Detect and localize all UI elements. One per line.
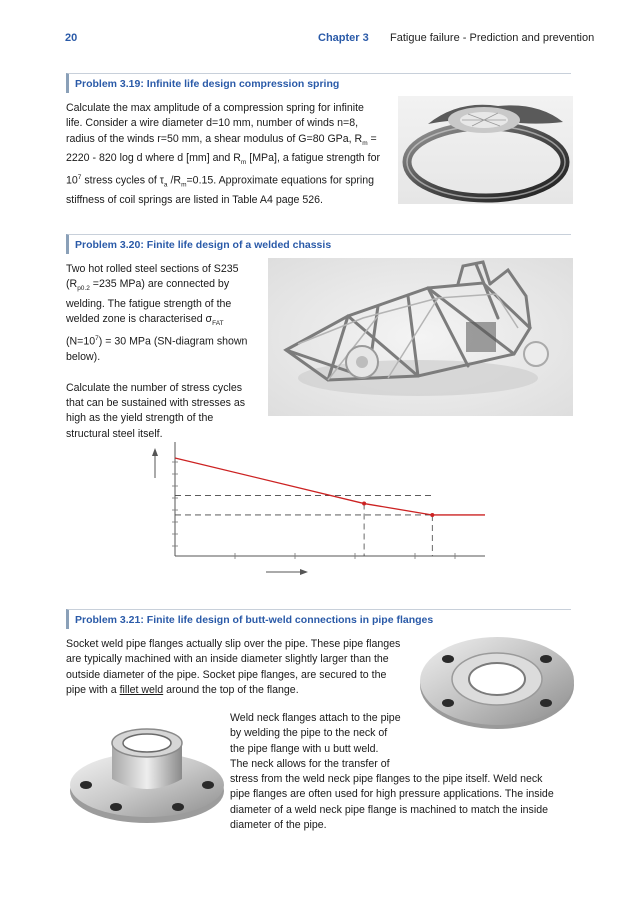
spring-fracture-photo bbox=[398, 96, 573, 204]
problem-3-21-heading-bar bbox=[66, 609, 571, 629]
text-line: pipe flanges are often used for high pressure applications. The inside bbox=[230, 788, 554, 801]
text-line: the pipe flange with u butt weld. bbox=[230, 742, 379, 755]
text-line: below). bbox=[66, 351, 101, 364]
text-line: Calculate the max amplitude of a compression spring for infinite bbox=[66, 102, 364, 114]
text-line: radius of the winds r=50 mm, a shear modulus of G=80 GPa, $R_m$ = bbox=[66, 132, 377, 147]
text-line: $(N=10^7) = 30$ MPa (SN-diagram shown bbox=[66, 335, 248, 348]
page-number: 20 bbox=[65, 32, 78, 44]
problem-3-21-heading: Problem 3.21: Finite life design of butt-weld connections in pipe flanges bbox=[75, 614, 434, 626]
text-line: high as the yield strength of the bbox=[66, 412, 214, 425]
text-line: by welding the pipe to the neck of bbox=[230, 727, 388, 740]
text-line: structural steel itself. bbox=[66, 427, 163, 440]
sn-knee-point bbox=[362, 502, 366, 506]
sn-knee-point bbox=[430, 513, 434, 517]
problem-3-20-heading-bar bbox=[66, 234, 571, 254]
text-line: welded zone is characterised $\sigma_{FAT}$ bbox=[66, 313, 224, 328]
fillet-weld-link[interactable]: fillet weld bbox=[119, 683, 164, 696]
sn-diagram bbox=[150, 438, 495, 576]
chapter-label: Chapter 3 bbox=[318, 32, 369, 44]
text-line: welding. The fatigue strength of the bbox=[66, 297, 232, 310]
text-line: are typically machined with an inside diameter slightly larger than the bbox=[66, 653, 389, 666]
text-line: diameter of the pipe. bbox=[230, 819, 327, 832]
slip-on-flange-photo bbox=[418, 629, 576, 733]
problem-3-20-heading: Problem 3.20: Finite life design of a welded chassis bbox=[75, 239, 332, 251]
text-line: ($R_{p0.2} =235$ MPa) are connected by bbox=[66, 278, 230, 293]
problem-3-19-text bbox=[66, 101, 396, 209]
problem-3-20-text bbox=[66, 262, 266, 442]
running-title: Fatigue failure - Prediction and prevention bbox=[390, 32, 595, 44]
text-line bbox=[66, 366, 266, 381]
problem-3-19-heading-bar bbox=[66, 73, 571, 93]
welded-chassis-render bbox=[268, 258, 573, 416]
text-line: The neck allows for the transfer of bbox=[230, 757, 390, 770]
text-line: stiffness of coil springs are listed in Table A4 page 526. bbox=[66, 194, 323, 207]
text-line: pipe with a fillet weld around the top of the flange. bbox=[66, 683, 299, 696]
problem-3-21-text-a bbox=[66, 637, 416, 698]
text-line: diameter of a weld neck pipe flange is machined to match the inside bbox=[230, 803, 548, 816]
text-line: outside diameter of the pipe. Socket pipe flanges, are secured to the bbox=[66, 668, 387, 681]
text-line: Two hot rolled steel sections of S235 bbox=[66, 263, 239, 275]
problem-3-19-heading: Problem 3.19: Infinite life design compression spring bbox=[75, 78, 340, 90]
text-line: Socket weld pipe flanges actually slip over the pipe. These pipe flanges bbox=[66, 638, 401, 650]
y-arrow-head bbox=[152, 448, 158, 456]
text-line: stress from the weld neck pipe flanges to the pipe itself. Weld neck bbox=[230, 773, 543, 786]
sn-curve-line bbox=[175, 458, 485, 515]
text-line: Calculate the number of stress cycles bbox=[66, 381, 243, 394]
weld-neck-flange-photo bbox=[68, 713, 226, 825]
text-line: $10^7$ stress cycles of $\tau_a$ $/R_m=0.15$. Approximate equations for spring bbox=[66, 174, 375, 190]
text-line: that can be sustained with stresses as bbox=[66, 397, 246, 410]
x-arrow-head bbox=[300, 569, 308, 575]
text-line: life. Consider a wire diameter d=10 mm, number of winds n=8, bbox=[66, 117, 359, 130]
text-line: 2220 - 820 log d where d [mm] and $R_m$ [MPa], a fatigue strength for bbox=[66, 152, 380, 167]
text-line: Weld neck flanges attach to the pipe bbox=[230, 712, 401, 724]
